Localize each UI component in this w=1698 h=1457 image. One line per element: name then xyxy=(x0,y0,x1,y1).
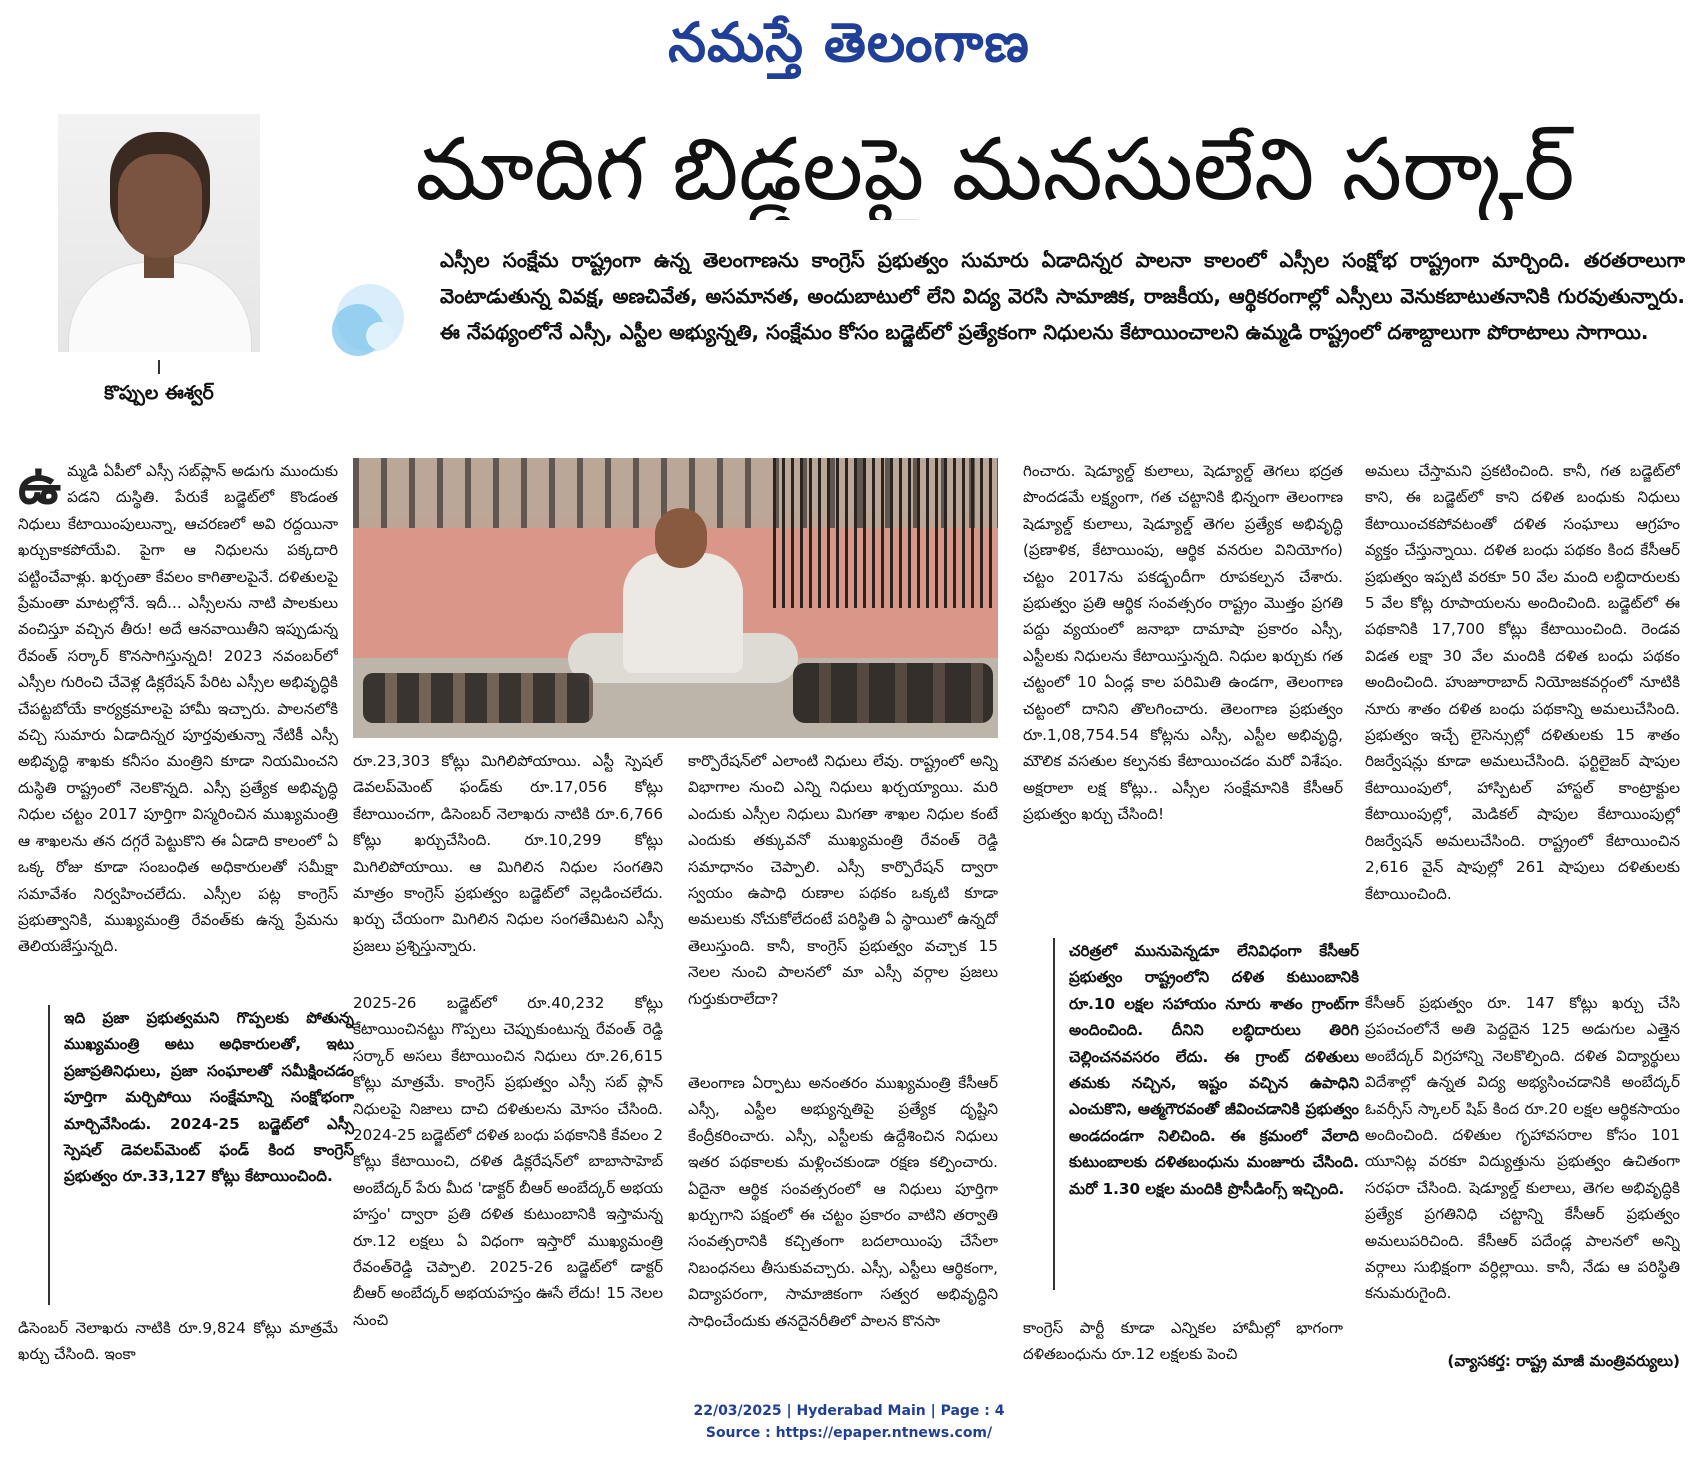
article-photo xyxy=(353,458,998,738)
author-name: కొప్పుల ఈశ్వర్ xyxy=(104,382,214,404)
col2-paragraph-1: రూ.23,303 కోట్లు మిగిలిపోయాయి. ఎస్టీ స్పెషల్ డెవలప్‌మెంట్ ఫండ్‌కు రూ.17,056 కోట్లు కేటాయించగా, డిసెంబర్ నెలాఖరు నాటికి రూ.6,766 కోట్లు ఖర్చుచేసింది. రూ.10,299 కోట్లు మిగిలిపోయాయి. ఆ మిగిలిన నిధుల సంగతిని మాత్రం కాంగ్రెస్ ప్రభుత్వం బడ్జెట్‌లో వెల్లడించలేదు. ఖర్చు చేయంగా మిగిలిన నిధుల సంగతేమిటని ఎస్సీ ప్రజలు ప్రశ్నిస్తున్నారు. xyxy=(353,752,663,955)
col5-paragraph-2: కేసీఆర్ ప్రభుత్వం రూ. 147 కోట్లు ఖర్చు చేసి ప్రపంచంలోనే అతి పెద్దదైన 125 అడుగుల ఎత్తైన అంబేద్కర్ విగ్రహాన్ని నెలకొల్పింది. దళిత విద్యార్థులు విదేశాల్లో ఉన్నత విద్య అభ్యసించడానికి అంబేద్కర్ ఓవర్సీస్ స్కాలర్ షిప్ కింద రూ.20 లక్షల ఆర్థికసాయం అందించింది. దళితుల గృహావసరాల కోసం 101 యూనిట్ల వరకూ విద్యుత్తును ప్రభుత్వం ఉచితంగా సరఫరా చేసింది. షెడ్యూల్డ్ కులాలు, తెగల అభివృద్ధికి ప్రత్యేక ప్రగతినిధి చట్టాన్ని కేసీఆర్ ప్రభుత్వం అమలుపరిచింది. కేసీఆర్ పదేండ్ల పాలనలో అన్ని వర్గాలు సుభిక్షంగా వర్ధిల్లాయి. కానీ, నేడు ఆ పరిస్థితి కనుమరుగైంది. xyxy=(1365,994,1680,1303)
author-designation: (వ్యాసకర్త: రాష్ట్ర మాజీ మంత్రివర్యులు) xyxy=(1447,1352,1680,1370)
col2-paragraph-2: 2025-26 బడ్జెట్‌లో రూ.40,232 కోట్లు కేటాయించినట్టు గొప్పలు చెప్పుకుంటున్న రేవంత్ రెడ్డి సర్కార్ అసలు కేటాయించిన నిధులు రూ.26,615 కోట్లు మాత్రమే. కాంగ్రెస్ ప్రభుత్వం ఎస్సీ సబ్ ప్లాన్ నిధులపై నిజాలు దాచి దళితులను మోసం చేసింది. 2024-25 బడ్జెట్‌లో దళిత బంధు పథకానికి కేవలం 2 కోట్లు కేటాయించి, దళిత డిక్లరేషన్‌లో బాబాసాహెబ్ అంబేద్కర్ పేరు మీద 'డాక్టర్ బీఆర్ అంబేద్కర్ అభయ హస్తం' ద్వారా ప్రతి దళిత కుటుంబానికి ఇస్తామన్న రూ.12 లక్షలు ఏ విధంగా ఇస్తారో ముఖ్యమంత్రి రేవంత్‌రెడ్డి చెప్పాలి. 2025-26 బడ్జెట్‌లో డాక్టర్ బీఆర్ అంబేద్కర్ అభయహస్తం ఊసే లేదు! 15 నెలల నుంచి xyxy=(353,994,663,1329)
footer-date-edition: 22/03/2025 | Hyderabad Main | Page : 4 xyxy=(693,1403,1005,1419)
photo-shoes-left xyxy=(363,673,593,723)
col4-paragraph-1: గించారు. షెడ్యూల్డ్ కులాలు, షెడ్యూల్డ్ తెగలు భద్రత పొందడమే లక్ష్యంగా, గత చట్టానికి భిన్నంగా తెలంగాణ షెడ్యూల్డ్ కులాలు, షెడ్యూల్డ్ తెగల ప్రత్యేక అభివృద్ధి (ప్రణాళిక, కేటాయింపు, ఆర్థిక వనరుల వినియోగం) చట్టం 2017ను పకడ్బందీగా రూపకల్పన చేశారు. ప్రభుత్వం ప్రతి ఆర్థిక సంవత్సరం రాష్ట్రం మొత్తం ప్రగతి పద్దు వ్యయంలో జనాభా దామాషా ప్రకారం ఎస్సీ, ఎస్టీలకు నిధులను కేటాయిస్తున్నది. నిధుల ఖర్చుకు గత చట్టంలో 10 ఏండ్ల కాల పరిమితి ఉండగా, తెలంగాణ చట్టంలో దానిని తొలగించారు. తెలంగాణ ప్రభుత్వం రూ.1,08,754.54 కోట్లను ఎస్సీ, ఎస్టీల అభివృద్ధి, మౌలిక వసతుల కల్పనకు కేటాయించడం మరో విశేషం. అక్షరాలా లక్ష కోట్లు.. ఎస్సీల సంక్షేమానికి కేసీఆర్ ప్రభుత్వం ఖర్చు చేసింది! xyxy=(1023,462,1343,824)
col3-paragraph-1: కార్పొరేషన్‌లో ఎలాంటి నిధులు లేవు. రాష్ట్రంలో అన్ని విభాగాల నుంచి ఎన్ని నిధులు ఖర్చయ్యాయి. మరి ఎందుకు ఎస్సీల నిధులు మిగతా శాఖల నిధుల కంటే ఎందుకు తక్కువనో ముఖ్యమంత్రి రేవంత్ రెడ్డి సమాధానం చెప్పాలి. ఎస్సీ కార్పొరేషన్ ద్వారా స్వయం ఉపాధి రుణాల పథకం ఒక్కటి కూడా అమలుకు నోచుకోలేదంటే పరిస్థితి ఏ స్థాయిలో ఉన్నదో తెలుస్తుంది. కానీ, కాంగ్రెస్ ప్రభుత్వం వచ్చాక 15 నెలల నుంచి పాలనలో మా ఎస్సీ వర్గాల ప్రజలు గుర్తుకురాలేదా? xyxy=(688,752,998,1008)
photo-person-head xyxy=(655,508,707,568)
col1-paragraph-1: మ్మడి ఏపీలో ఎస్సీ సబ్‌ప్లాన్ అడుగు ముందుకు పడని దుస్థితి. పేరుకే బడ్జెట్‌లో కొండంత నిధులు కేటాయింపులున్నా, ఆచరణలో అవి రద్దయినా ఖర్చుకాకపోయేవి. పైగా ఆ నిధులను పక్కదారి పట్టించేవాళ్లు. ఖర్చంతా కేవలం కాగితాలపైనే. దళితులపై ప్రేమంతా మాటల్లోనే. ఇదీ... ఎస్సీలను నాటి పాలకులు వంచిస్తూ వచ్చిన తీరు! అదే ఆనవాయితీని ఇప్పుడున్న రేవంత్ సర్కార్ కొనసాగిస్తున్నది! 2023 నవంబర్‌లో ఎస్సీల గురించి చేవెళ్ల డిక్లరేషన్ పేరిట ఎస్సీల అభివృద్ధికి చేపట్టబోయే కార్యక్రమాలపై హామీ ఇచ్చారు. పాలనలోకి వచ్చి సుమారు ఏడాదిన్నర పూర్తవుతున్నా నేటికీ ఎస్సీ అభివృద్ధి శాఖకు కనీసం మంత్రిని కూడా నియమించని దుస్థితి రాష్ట్రంలో నెలకొన్నది. ఎస్సీ ప్రత్యేక అభివృద్ధి నిధుల చట్టం 2017 పూర్తిగా విస్మరించిన ముఖ్యమంత్రి ఆ శాఖలను తన దగ్గరే పెట్టుకొని ఈ ఏడాది కాలంలో ఏ ఒక్క రోజు కూడా సంబంధిత అధికారులతో సమీక్షా సమావేశం నిర్వహించలేదు. ఎస్సీల పట్ల కాంగ్రెస్ ప్రభుత్వానికి, ముఖ్యమంత్రి రేవంత్‌కు ఉన్న ప్రేమను తెలియజేస్తున్నది. xyxy=(18,462,338,956)
drop-cap: ఉ xyxy=(18,458,62,516)
photo-shoes-right xyxy=(793,663,993,723)
intro-paragraph: ఎస్సీల సంక్షేమ రాష్ట్రంగా ఉన్న తెలంగాణను కాంగ్రెస్ ప్రభుత్వం సుమారు ఏడాదిన్నర పాలనా కాలంలో ఎస్సీల సంక్షోభ రాష్ట్రంగా మార్చింది. తరతరాలుగా వెంటాడుతున్న వివక్ష, అణచివేత, అసమానత, అందుబాటులో లేని విద్య వెరసి సామాజిక, రాజకీయ, ఆర్థికరంగాల్లో ఎస్సీలు వెనుకబాటుతనానికి గురవుతున్నారు. ఈ నేపథ్యంలోనే ఎస్సీ, ఎస్టీల అభ్యున్నతి, సంక్షేమం కోసం బడ్జెట్‌లో ప్రత్యేకంగా నిధులను కేటాయించాలని ఉమ్మడి రాష్ట్రంలో దశాబ్దాలుగా పోరాటాలు సాగాయి. xyxy=(440,248,1685,344)
pull-quote-2: చరిత్రలో మునుపెన్నడూ లేనివిధంగా కేసీఆర్ ప్రభుత్వం రాష్ట్రంలోని దళిత కుటుంబానికి రూ.10 లక్షల సహాయం నూరు శాతం గ్రాంట్‌గా అందించింది. దీనిని లబ్ధిదారులు తిరిగి చెల్లించనవసరం లేదు. ఈ గ్రాంట్ దళితులు తమకు నచ్చిన, ఇష్టం వచ్చిన ఉపాధిని ఎంచుకొని, ఆత్మగౌరవంతో జీవించడానికి ప్రభుత్వం అండదండగా నిలిచింది. ఈ క్రమంలో వేలాది కుటుంబాలకు దళితబంధును మంజూరు చేసింది. మరో 1.30 లక్షల మందికి ప్రొసీడింగ్స్ ఇచ్చింది. xyxy=(1053,938,1359,1290)
author-photo-face xyxy=(118,154,202,258)
footer-source: Source : https://epaper.ntnews.com/ xyxy=(705,1425,993,1441)
col1-paragraph-2: డిసెంబర్ నెలాఖరు నాటికి రూ.9,824 కోట్లు మాత్రమే ఖర్చు చేసింది. ఇంకా xyxy=(18,1319,338,1364)
col4-paragraph-2: కాంగ్రెస్ పార్టీ కూడా ఎన్నికల హామీల్లో భాగంగా దళితబంధును రూ.12 లక్షలకు పెంచి xyxy=(1023,1319,1343,1364)
author-divider xyxy=(158,360,160,374)
masthead: నమస్తే తెలంగాణ xyxy=(668,10,1030,74)
headline: మాదిగ బిడ్డలపై మనసులేని సర్కార్ xyxy=(415,120,1575,220)
col5-paragraph-1: అమలు చేస్తామని ప్రకటించింది. కానీ, గత బడ్జెట్‌లో కాని, ఈ బడ్జెట్‌లో కాని దళిత బంధుకు నిధులు కేటాయించకపోవటంతో దళిత సంఘాలు ఆగ్రహం వ్యక్తం చేస్తున్నాయి. దళిత బంధు పథకం కింద కేసీఆర్ ప్రభుత్వం ఇప్పటి వరకూ 50 వేల మంది లబ్ధిదారులకు 5 వేల కోట్ల రూపాయలను అందించింది. బడ్జెట్‌లో ఈ పథకానికి 17,700 కోట్లు కేటాయించింది. రెండవ విడత లక్షా 30 వేల మందికి దళిత బంధు పథకం అందించింది. హుజూరాబాద్ నియోజకవర్గంలో నూటికి నూరు శాతం దళిత బంధు పథకాన్ని అమలుచేసింది. ప్రభుత్వం ఇచ్చే లైసెన్సుల్లో దళితులకు 15 శాతం రిజర్వేషన్లు కూడా అమలుచేసింది. ఫర్టిలైజర్ షాపుల కేటాయింపులో, హాస్పిటల్ హాస్టల్ కాంట్రాక్టుల కేటాయింపుల్లో, మెడికల్ షాపుల కేటాయింపుల్లో రిజర్వేషన్ అమలుచేసింది. రాష్ట్రంలో కేటాయించిన 2,616 వైన్ షాపుల్లో 261 షాపులు దళితులకు కేటాయించింది. xyxy=(1365,462,1680,903)
pull-quote-1: ఇది ప్రజా ప్రభుత్వమని గొప్పలకు పోతున్న ముఖ్యమంత్రి అటు అధికారులతో, ఇటు ప్రజాప్రతినిధులు, ప్రజా సంఘాలతో సమీక్షించడం పూర్తిగా మర్చిపోయి సంక్షేమాన్ని సంక్షోభంగా మార్చివేసిండు. 2024-25 బడ్జెట్‌లో ఎస్సీ స్పెషల్ డెవలప్‌మెంట్ ఫండ్ కింద కాంగ్రెస్ ప్రభుత్వం రూ.33,127 కోట్లు కేటాయించింది. xyxy=(48,1005,354,1305)
author-photo xyxy=(58,114,260,352)
col3-paragraph-2: తెలంగాణ ఏర్పాటు అనంతరం ముఖ్యమంత్రి కేసీఆర్ ఎస్సీ, ఎస్టీల అభ్యున్నతిపై ప్రత్యేక దృష్టిని కేంద్రీకరించారు. ఎస్సీ, ఎస్టీలకు ఉద్దేశించిన నిధులు ఇతర పథకాలకు మళ్లించకుండా రక్షణ కల్పించారు. ఏదైనా ఆర్థిక సంవత్సరంలో ఆ నిధులు పూర్తిగా ఖర్చుగాని పక్షంలో ఈ చట్టం ప్రకారం వాటిని తర్వాతి సంవత్సరానికి కచ్చితంగా బదలాయింపు చేసేలా నిబంధనలు తీసుకువచ్చారు. ఎస్సీ, ఎస్టీలు ఆర్థికంగా, విద్యాపరంగా, సామాజికంగా సత్వర అభివృద్ధిని సాధించేందుకు తనదైనరీతిలో పాలన కొనసా xyxy=(688,1074,998,1330)
photo-person-body xyxy=(623,553,743,673)
footer xyxy=(0,1400,1698,1444)
photo-hanging-straps xyxy=(773,458,998,608)
decorative-bubbles-icon xyxy=(318,278,408,368)
article-column-1 xyxy=(18,458,338,993)
